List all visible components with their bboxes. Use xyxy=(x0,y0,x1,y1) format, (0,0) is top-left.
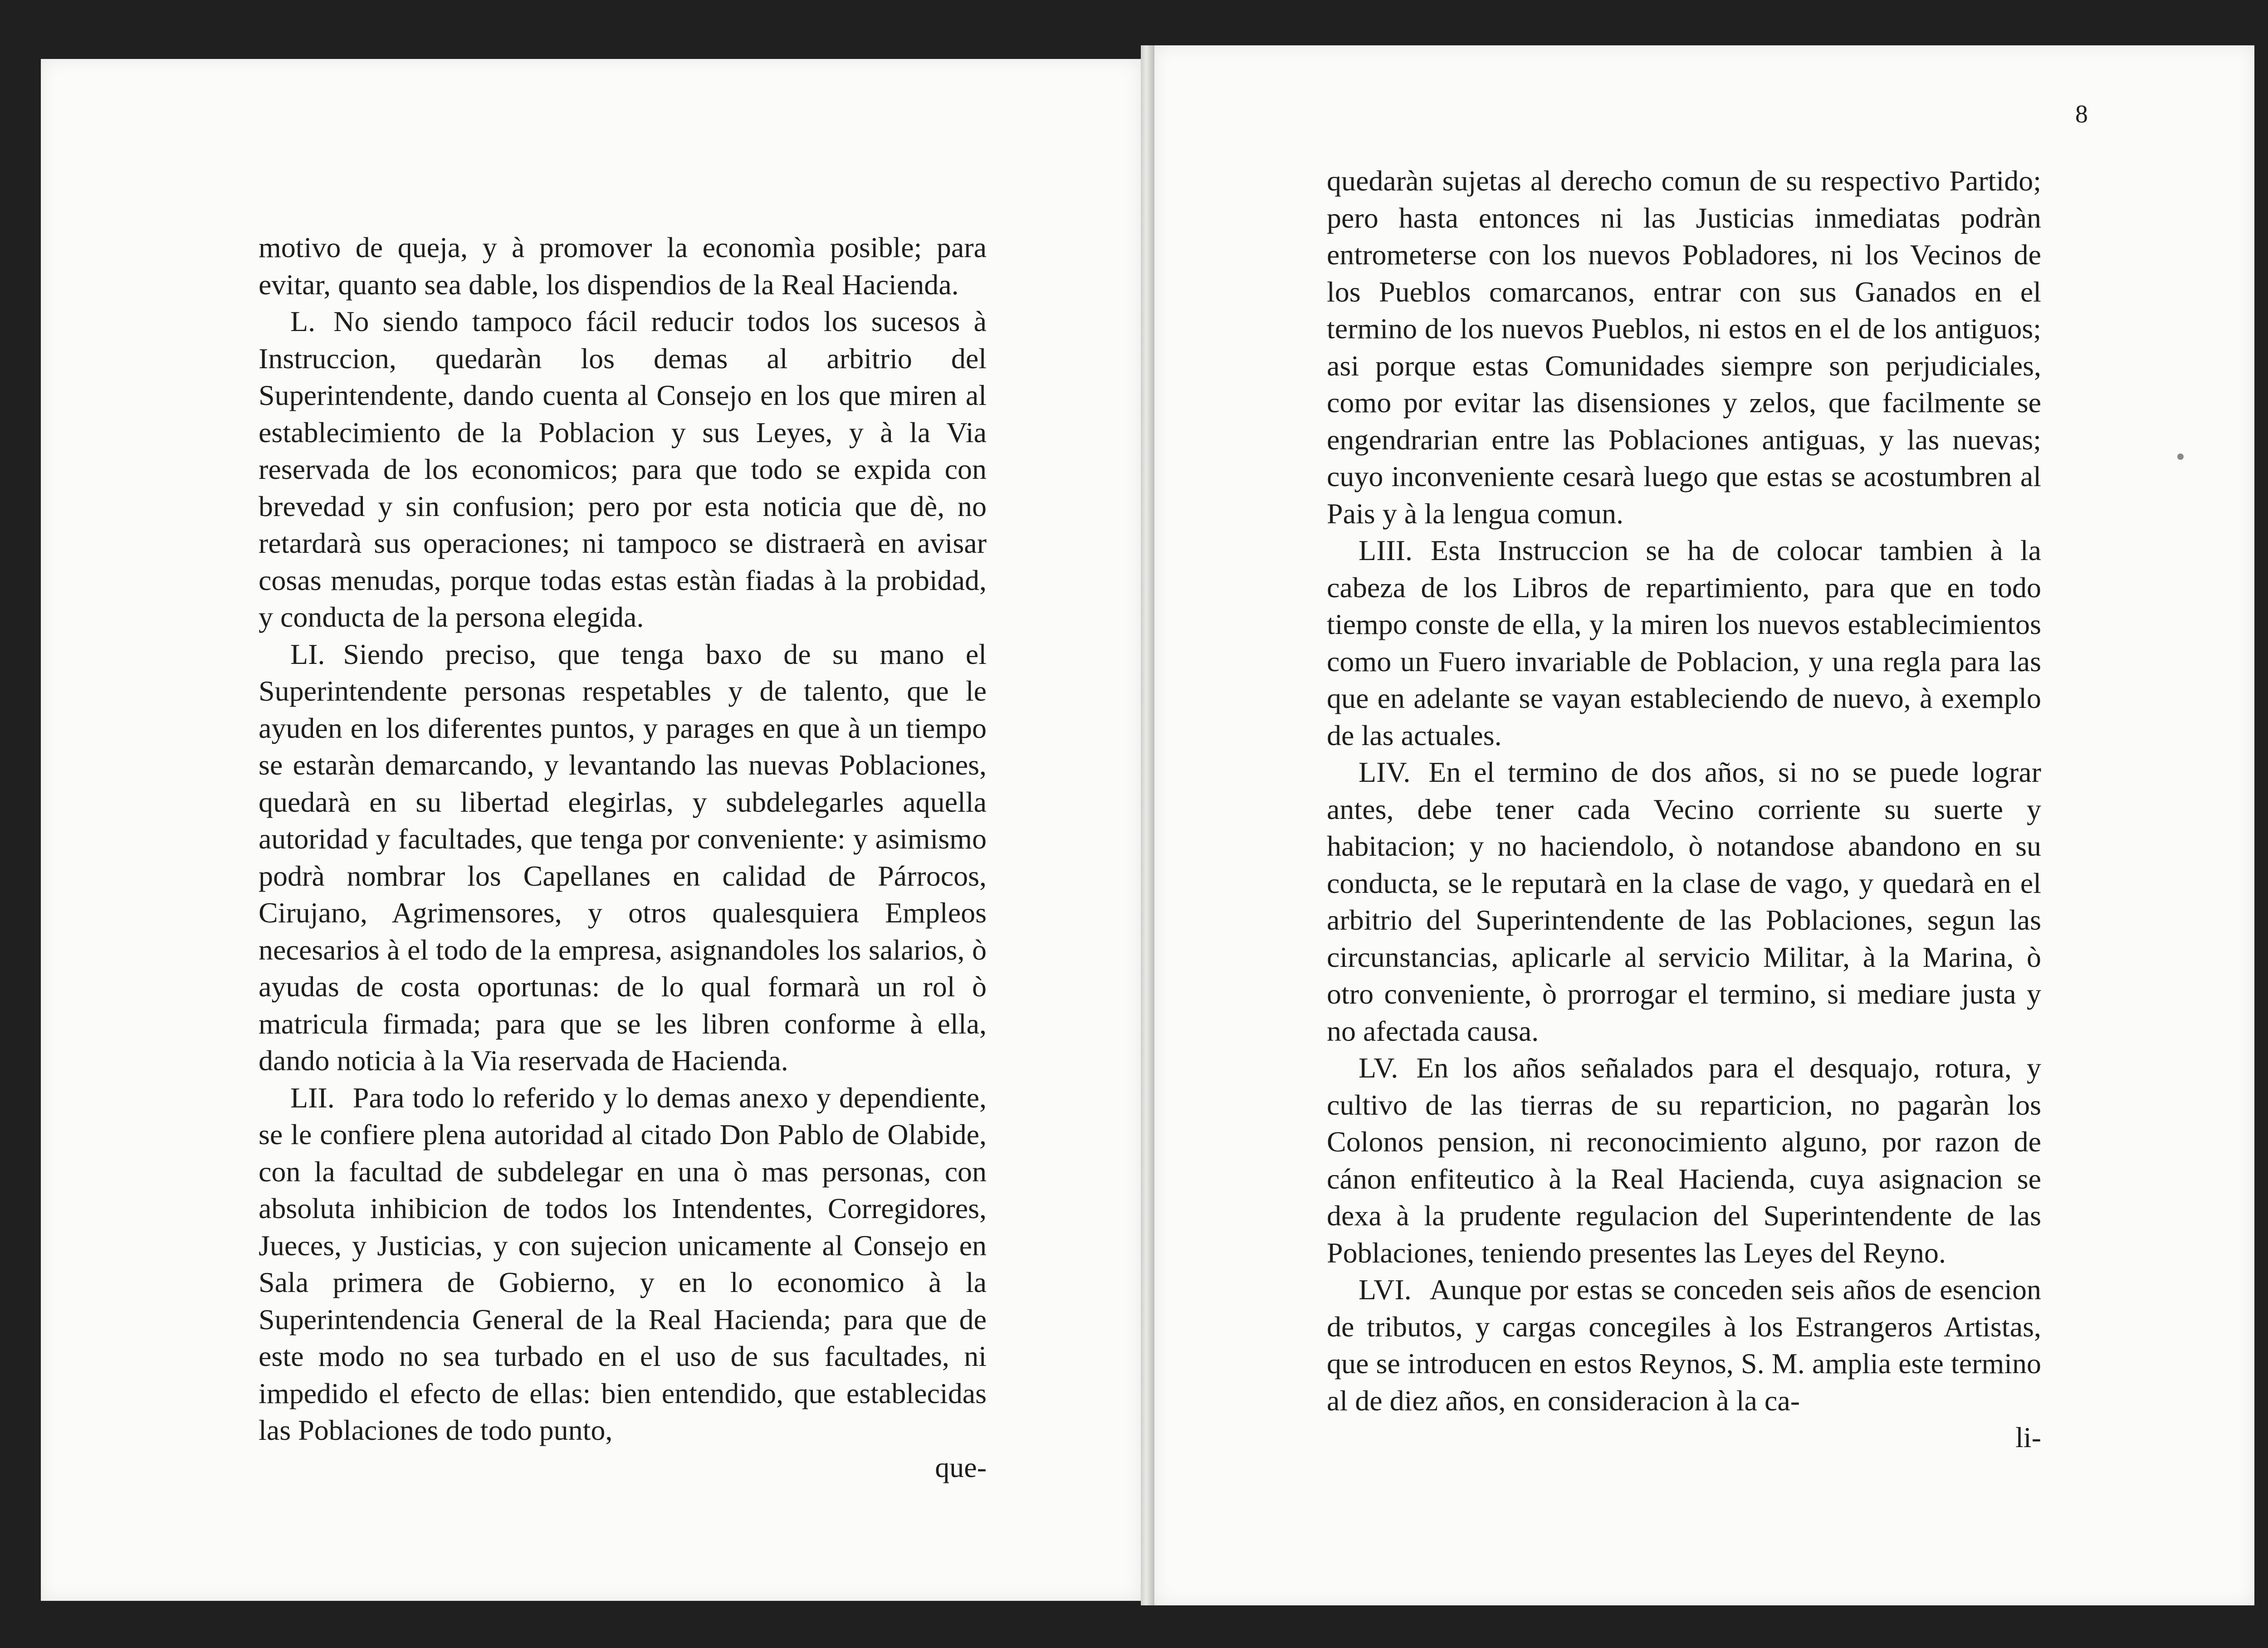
paragraph xyxy=(259,303,987,636)
paragraph-text: Para todo lo referido y lo demas anexo y dependiente, se le confiere plena autoridad al citado Don Pablo de Olabide, con la facultad de subdelegar en una ò mas personas, con absoluta inhibicion de todos los Intendentes, Corregidores, Jueces, y Justicias, y con sujecion unicamente al Consejo en Sala primera de Gobierno, y en lo economico à la Superintendencia General de la Real Hacienda; para que de este modo no sea turbado en el uso de sus facultades, ni impedido el efecto de ellas: bien entendido, que establecidas las Poblaciones de todo punto, xyxy=(259,1081,987,1446)
paragraph-text: En el termino de dos años, si no se puede lograr antes, debe tener cada Vecino corriente su suerte y habitacion; y no haciendolo, ò notandose abandono en su conducta, se le reputarà en la clase de vago, y quedarà en el arbitrio del Superintendente de las Poblaciones, segun las circunstancias, aplicarle al servicio Militar, à la Marina, ò otro conveniente, ò prorrogar el termino, si mediare justa y no afectada causa. xyxy=(1327,756,2041,1047)
article-number: LIV. xyxy=(1359,756,1411,788)
right-page xyxy=(1154,45,2254,1605)
article-number: LIII. xyxy=(1359,534,1413,566)
paragraph xyxy=(259,229,987,303)
paragraph-text: Esta Instruccion se ha de colocar tambien à la cabeza de los Libros de repartimiento, para que en todo tiempo conste de ella, y la miren los nuevos establecimientos como un Fuero invariable de Poblacion, y una regla para las que en adelante se vayan estableciendo de nuevo, à exemplo de las actuales. xyxy=(1327,534,2041,751)
article-number: LII. xyxy=(290,1081,335,1114)
article-number: LVI. xyxy=(1359,1273,1412,1306)
catchword: que- xyxy=(935,1451,987,1483)
paragraph-text: No siendo tampoco fácil reducir todos los sucesos à Instruccion, quedaràn los demas al arbitrio del Superintendente, dando cuenta al Consejo en los que miren al establecimiento de la Poblacion y sus Leyes, y à la Via reservada de los economicos; para que todo se expida con brevedad y sin confusion; pero por esta noticia que dè, no retardarà sus operaciones; ni tampoco se distraerà en avisar cosas menudas, porque todas estas estàn fiadas à la probidad, y conducta de la persona elegida. xyxy=(259,305,987,633)
paragraph-text: Aunque por estas se conceden seis años de esencion de tributos, y cargas concegiles à los Estrangeros Artistas, que se introducen en estos Reynos, S. M. amplia este termino al de diez años, en consideracion à la ca- xyxy=(1327,1273,2041,1417)
paragraph xyxy=(1327,162,2041,532)
page-number: 8 xyxy=(2075,100,2089,128)
left-page xyxy=(41,59,1141,1601)
article-number: L. xyxy=(290,305,316,337)
paragraph-text: Siendo preciso, que tenga baxo de su mano el Superintendente personas respetables y de talento, que le ayuden en los diferentes puntos, y parages en que à un tiempo se estaràn demarcando, y levantando las nuevas Poblaciones, quedarà en su libertad elegirlas, y subdelegarles aquella autoridad y facultades, que tenga por conveniente: y asimismo podrà nombrar los Capellanes en calidad de Párrocos, Cirujano, Agrimensores, y otros qualesquiera Empleos necesarios à el todo de la empresa, asignandoles los salarios, ò ayudas de costa oportunas: de lo qual formarà un rol ò matricula firmada; para que se les libren conforme à ella, dando noticia à la Via reservada de Hacienda. xyxy=(259,638,987,1077)
paragraph xyxy=(1327,1049,2041,1271)
paragraph-text: En los años señalados para el desquajo, rotura, y cultivo de las tierras de su reparticion, no pagaràn los Colonos pension, ni reconocimiento alguno, por razon de cánon enfiteutico à la Real Hacienda, cuya asignacion se dexa à la prudente regulacion del Superintendente de las Poblaciones, teniendo presentes las Leyes del Reyno. xyxy=(1327,1052,2041,1269)
paragraph xyxy=(259,636,987,1079)
paragraph xyxy=(1327,754,2041,1049)
right-page-text xyxy=(1327,162,2041,1456)
paragraph xyxy=(1327,532,2041,754)
left-page-text xyxy=(259,229,987,1486)
paragraph-text: motivo de queja, y à promover la economìa posible; para evitar, quanto sea dable, los dispendios de la Real Hacienda. xyxy=(259,231,987,301)
book-gutter xyxy=(1141,45,1154,1605)
article-number: LV. xyxy=(1359,1052,1398,1084)
paper-blemish xyxy=(2177,453,2184,460)
catchword: li- xyxy=(2015,1421,2041,1453)
paragraph xyxy=(259,1079,987,1449)
paragraph xyxy=(1327,1271,2041,1419)
article-number: LI. xyxy=(290,638,325,670)
paragraph-text: quedaràn sujetas al derecho comun de su respectivo Partido; pero hasta entonces ni las Justicias inmediatas podràn entrometerse con los nuevos Pobladores, ni los Vecinos de los Pueblos comarcanos, entrar con sus Ganados en el termino de los nuevos Pueblos, ni estos en el de los antiguos; asi porque estas Comunidades siempre son perjudiciales, como por evitar las disensiones y zelos, que facilmente se engendrarian entre las Poblaciones antiguas, y las nuevas; cuyo inconveniente cesarà luego que estas se acostumbren al Pais y à la lengua comun. xyxy=(1327,165,2041,530)
